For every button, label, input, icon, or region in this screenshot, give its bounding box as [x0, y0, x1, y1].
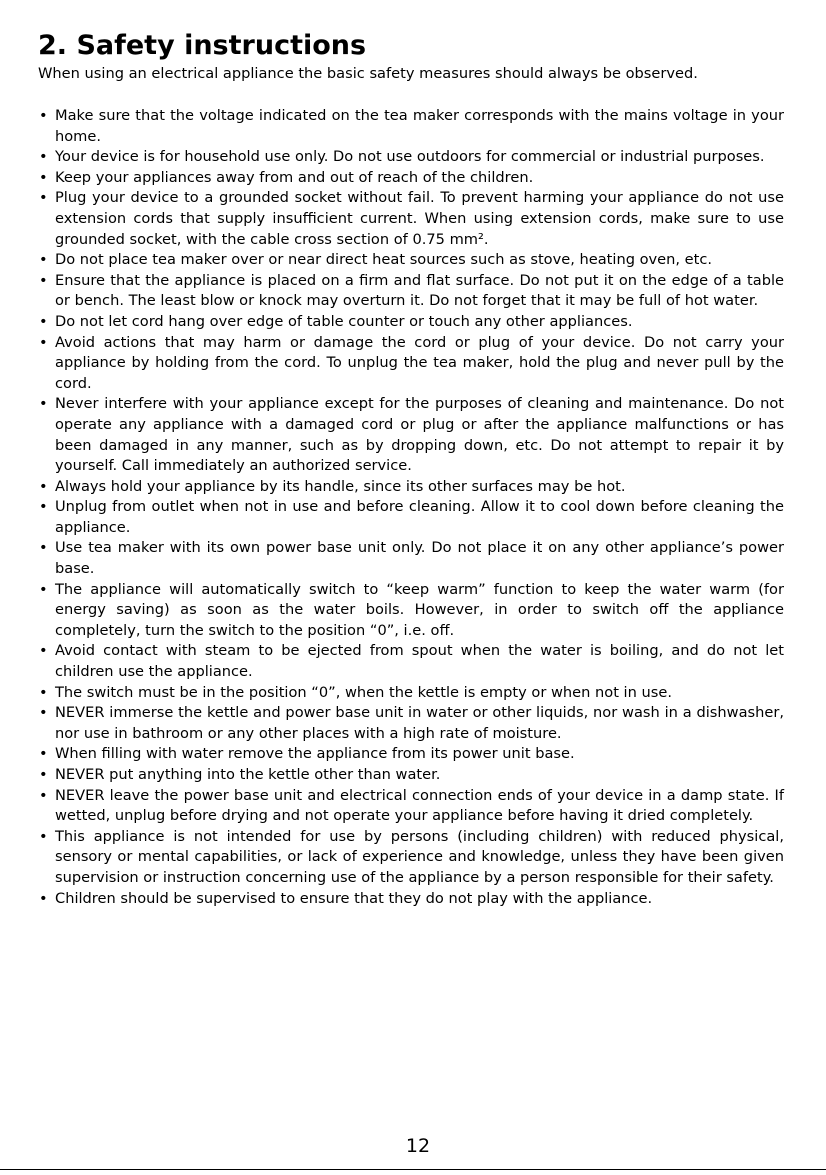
bullet-icon: • — [39, 827, 48, 845]
bullet-icon: • — [39, 683, 48, 701]
bullet-icon: • — [39, 168, 48, 186]
list-item — [38, 683, 784, 704]
list-item-text: Never interfere with your appliance except for the purposes of cleaning and maintenance. Do not operate any appliance with a damaged cord or plug or after the appliance malfunctions or has been damaged in any manner, such as by dropping down, etc. Do not attempt to repair it by yourself. Call immediately an authorized service. — [55, 395, 784, 475]
bullet-icon: • — [39, 148, 48, 166]
list-item-text: The switch must be in the position “0”, when the kettle is empty or when not in use. — [55, 683, 672, 701]
list-item — [38, 641, 784, 682]
bullet-icon: • — [39, 395, 48, 413]
list-item-text: Do not place tea maker over or near direct heat sources such as stove, heating oven, etc. — [55, 251, 713, 269]
bullet-icon: • — [39, 580, 48, 598]
list-item-text: NEVER put anything into the kettle other than water. — [55, 766, 441, 783]
list-item-text: The appliance will automatically switch to “keep warm” function to keep the water warm (for energy saving) as soon as the water boils. However, in order to switch off the appliance completely, turn the switch to the position “0”, i.e. off. — [55, 580, 784, 639]
list-item-text: When filling with water remove the appliance from its power unit base. — [55, 745, 575, 763]
list-item — [38, 394, 784, 476]
list-item — [38, 580, 784, 642]
bullet-icon: • — [39, 477, 48, 495]
list-item — [38, 250, 784, 271]
list-item-text: This appliance is not intended for use by persons (including children) with reduced physical, sensory or mental capabilities, or lack of experience and knowledge, unless they have been given supervision or instruction concerning use of the appliance by a person responsible for their safety. — [55, 827, 784, 886]
list-item-text: Do not let cord hang over edge of table counter or touch any other appliances. — [55, 312, 633, 330]
bullet-icon: • — [39, 766, 48, 783]
list-item-text: Ensure that the appliance is placed on a firm and flat surface. Do not put it on the edge of a table or bench. The least blow or knock may overturn it. Do not forget that it may be full of hot water. — [55, 271, 784, 310]
bullet-icon: • — [39, 271, 48, 289]
list-item — [38, 786, 784, 827]
bullet-icon: • — [39, 312, 48, 330]
list-item-text: NEVER immerse the kettle and power base unit in water or other liquids, nor wash in a dishwasher, nor use in bathroom or any other places with a high rate of moisture. — [55, 704, 784, 742]
list-item-text: Your device is for household use only. Do not use outdoors for commercial or industrial purposes. — [55, 148, 765, 166]
list-item — [38, 889, 784, 910]
list-item — [38, 744, 784, 765]
intro-paragraph: When using an electrical appliance the basic safety measures should always be observed. — [38, 65, 698, 82]
bullet-icon: • — [39, 642, 48, 660]
bullet-icon: • — [39, 498, 48, 516]
bottom-divider — [0, 1169, 826, 1170]
bullet-icon: • — [39, 889, 48, 907]
list-item — [38, 538, 784, 579]
list-item — [38, 271, 784, 312]
list-item-text: Always hold your appliance by its handle, since its other surfaces may be hot. — [55, 477, 626, 495]
bullet-icon: • — [39, 539, 48, 557]
list-item — [38, 703, 784, 744]
list-item-text: Children should be supervised to ensure that they do not play with the appliance. — [55, 889, 653, 907]
list-item — [38, 147, 784, 168]
bullet-icon: • — [39, 745, 48, 763]
list-item-text: NEVER leave the power base unit and electrical connection ends of your device in a damp state. If wetted, unplug before drying and not operate your appliance before having it dried completely. — [55, 786, 784, 825]
list-item — [38, 312, 784, 333]
list-item — [38, 477, 784, 498]
list-item-text: Avoid contact with steam to be ejected from spout when the water is boiling, and do not let children use the appliance. — [55, 642, 784, 681]
list-item — [38, 333, 784, 395]
list-item — [38, 827, 784, 889]
list-item-text: Keep your appliances away from and out of reach of the children. — [55, 168, 534, 186]
list-item — [38, 168, 784, 189]
list-item-text: Plug your device to a grounded socket without fail. To prevent harming your appliance do not use extension cords that supply insufficient current. When using extension cords, make sure to use grounded socket, with the cable cross section of 0.75 mm². — [55, 189, 784, 248]
list-item — [38, 497, 784, 538]
bullet-icon: • — [39, 189, 48, 207]
bullet-icon: • — [39, 251, 48, 269]
bullet-icon: • — [39, 333, 48, 351]
list-item-text: Make sure that the voltage indicated on the tea maker corresponds with the mains voltage in your home. — [55, 107, 784, 145]
list-item — [38, 188, 784, 250]
bullet-icon: • — [39, 107, 48, 124]
safety-instructions-list — [38, 106, 784, 909]
list-item — [38, 765, 784, 786]
bullet-icon: • — [39, 786, 48, 804]
bullet-icon: • — [39, 704, 48, 722]
section-heading: 2. Safety instructions — [38, 30, 367, 61]
list-item-text: Unplug from outlet when not in use and before cleaning. Allow it to cool down before cleaning the appliance. — [55, 498, 784, 536]
list-item-text: Avoid actions that may harm or damage the cord or plug of your device. Do not carry your appliance by holding from the cord. To unplug the tea maker, hold the plug and never pull by the cord. — [55, 333, 784, 392]
page-number: 12 — [405, 1135, 431, 1157]
list-item-text: Use tea maker with its own power base unit only. Do not place it on any other appliance’s power base. — [55, 539, 784, 578]
list-item — [38, 106, 784, 147]
